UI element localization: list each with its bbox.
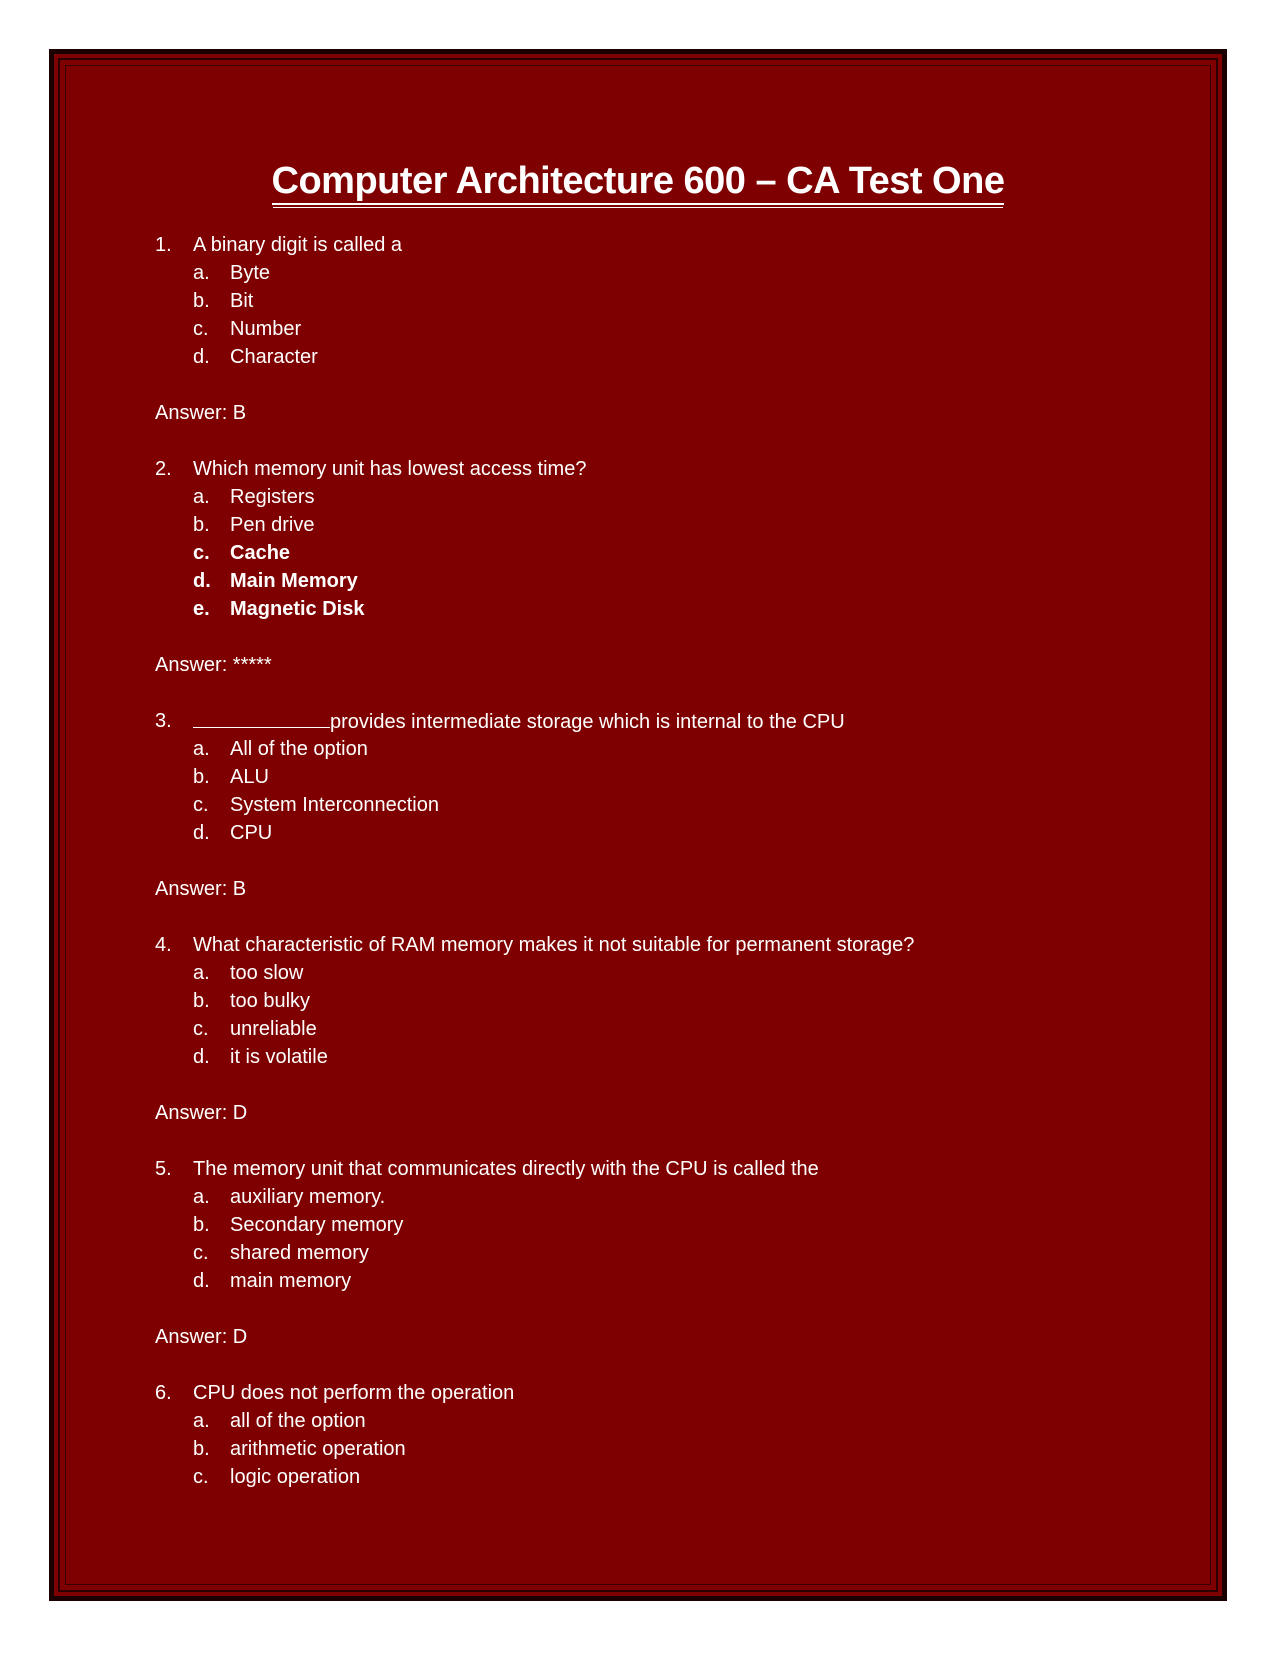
option-item [155,483,1155,511]
option-letter: d. [193,1046,210,1068]
option-item [155,287,1155,315]
option-text: arithmetic operation [230,1438,406,1460]
option-item [155,735,1155,763]
question-4 [155,931,1155,1127]
question-text: What characteristic of RAM memory makes it not suitable for permanent storage? [193,934,915,956]
question-text-wrap [193,231,1155,259]
option-item [155,763,1155,791]
option-text: main memory [230,1270,352,1292]
option-letter: b. [193,1438,210,1460]
option-text: auxiliary memory. [230,1186,386,1208]
option-item [155,595,1155,623]
option-text: ALU [230,766,269,788]
option-text: it is volatile [230,1046,328,1068]
option-text: Byte [230,262,271,284]
option-item [155,959,1155,987]
answer-line: Answer: D [155,1102,248,1124]
option-text: too slow [230,962,304,984]
answer-line: Answer: D [155,1326,248,1348]
fill-in-blank [193,707,330,728]
option-text: logic operation [230,1466,361,1488]
option-item [155,343,1155,371]
page-border [49,49,1227,1601]
option-item [155,1407,1155,1435]
option-text: All of the option [230,738,368,760]
option-letter: e. [193,598,210,620]
option-text: too bulky [230,990,311,1012]
option-item [155,1463,1155,1491]
page-title-text: Computer Architecture 600 – CA Test One [272,160,1005,205]
option-text: Bit [230,290,254,312]
option-letter: d. [193,822,210,844]
option-item [155,1183,1155,1211]
option-letter: c. [193,318,209,340]
option-item [155,1015,1155,1043]
option-text: System Interconnection [230,794,439,816]
question-text: Which memory unit has lowest access time? [193,458,587,480]
question-5 [155,1155,1155,1351]
question-text-wrap [193,1155,1155,1183]
option-text: Secondary memory [230,1214,404,1236]
option-item [155,1211,1155,1239]
question-6 [155,1379,1155,1491]
question-number: 6. [155,1382,172,1404]
question-list [155,231,1155,1491]
option-item [155,539,1155,567]
option-item [155,1239,1155,1267]
question-text-wrap [193,707,1155,735]
question-text-wrap [193,1379,1155,1407]
option-letter: c. [193,1242,209,1264]
option-letter: d. [193,346,210,368]
option-item [155,511,1155,539]
option-letter: b. [193,990,210,1012]
option-text: Character [230,346,318,368]
option-letter: a. [193,262,210,284]
option-item [155,567,1155,595]
question-stem [155,1155,1155,1183]
question-2 [155,455,1155,679]
option-letter: b. [193,514,210,536]
question-text-wrap [193,931,1155,959]
question-text: The memory unit that communicates directly with the CPU is called the [193,1158,819,1180]
option-letter: b. [193,766,210,788]
option-item [155,259,1155,287]
question-text: A binary digit is called a [193,234,403,256]
question-stem [155,455,1155,483]
option-item [155,819,1155,847]
question-number: 2. [155,458,172,480]
question-stem [155,231,1155,259]
page-title [54,160,1222,203]
question-number: 5. [155,1158,172,1180]
option-item [155,1267,1155,1295]
option-letter: b. [193,290,210,312]
question-1 [155,231,1155,427]
answer-line: Answer: B [155,402,247,424]
question-text: CPU does not perform the operation [193,1382,515,1404]
answer-line: Answer: ***** [155,654,272,676]
option-text: Registers [230,486,315,508]
answer-line: Answer: B [155,878,247,900]
option-item [155,315,1155,343]
option-letter: a. [193,738,210,760]
option-letter: c. [193,1018,209,1040]
option-text: Main Memory [230,570,358,592]
option-text: shared memory [230,1242,369,1264]
question-number: 4. [155,934,172,956]
question-stem [155,931,1155,959]
question-text: provides intermediate storage which is internal to the CPU [330,711,845,733]
option-text: all of the option [230,1410,366,1432]
option-letter: a. [193,962,210,984]
option-text: unreliable [230,1018,317,1040]
option-text: Cache [230,542,291,564]
option-text: CPU [230,822,273,844]
option-item [155,1043,1155,1071]
option-letter: a. [193,1410,210,1432]
option-letter: c. [193,1466,209,1488]
option-text: Pen drive [230,514,315,536]
option-letter: c. [193,542,210,564]
option-item [155,791,1155,819]
option-text: Magnetic Disk [230,598,365,620]
question-stem [155,1379,1155,1407]
option-item [155,1435,1155,1463]
option-item [155,987,1155,1015]
option-letter: d. [193,1270,210,1292]
option-letter: a. [193,1186,210,1208]
question-stem [155,707,1155,735]
option-letter: b. [193,1214,210,1236]
question-number: 3. [155,710,172,732]
option-letter: d. [193,570,211,592]
option-letter: c. [193,794,209,816]
question-text-wrap [193,455,1155,483]
question-3 [155,707,1155,903]
option-text: Number [230,318,302,340]
option-letter: a. [193,486,210,508]
question-number: 1. [155,234,172,256]
